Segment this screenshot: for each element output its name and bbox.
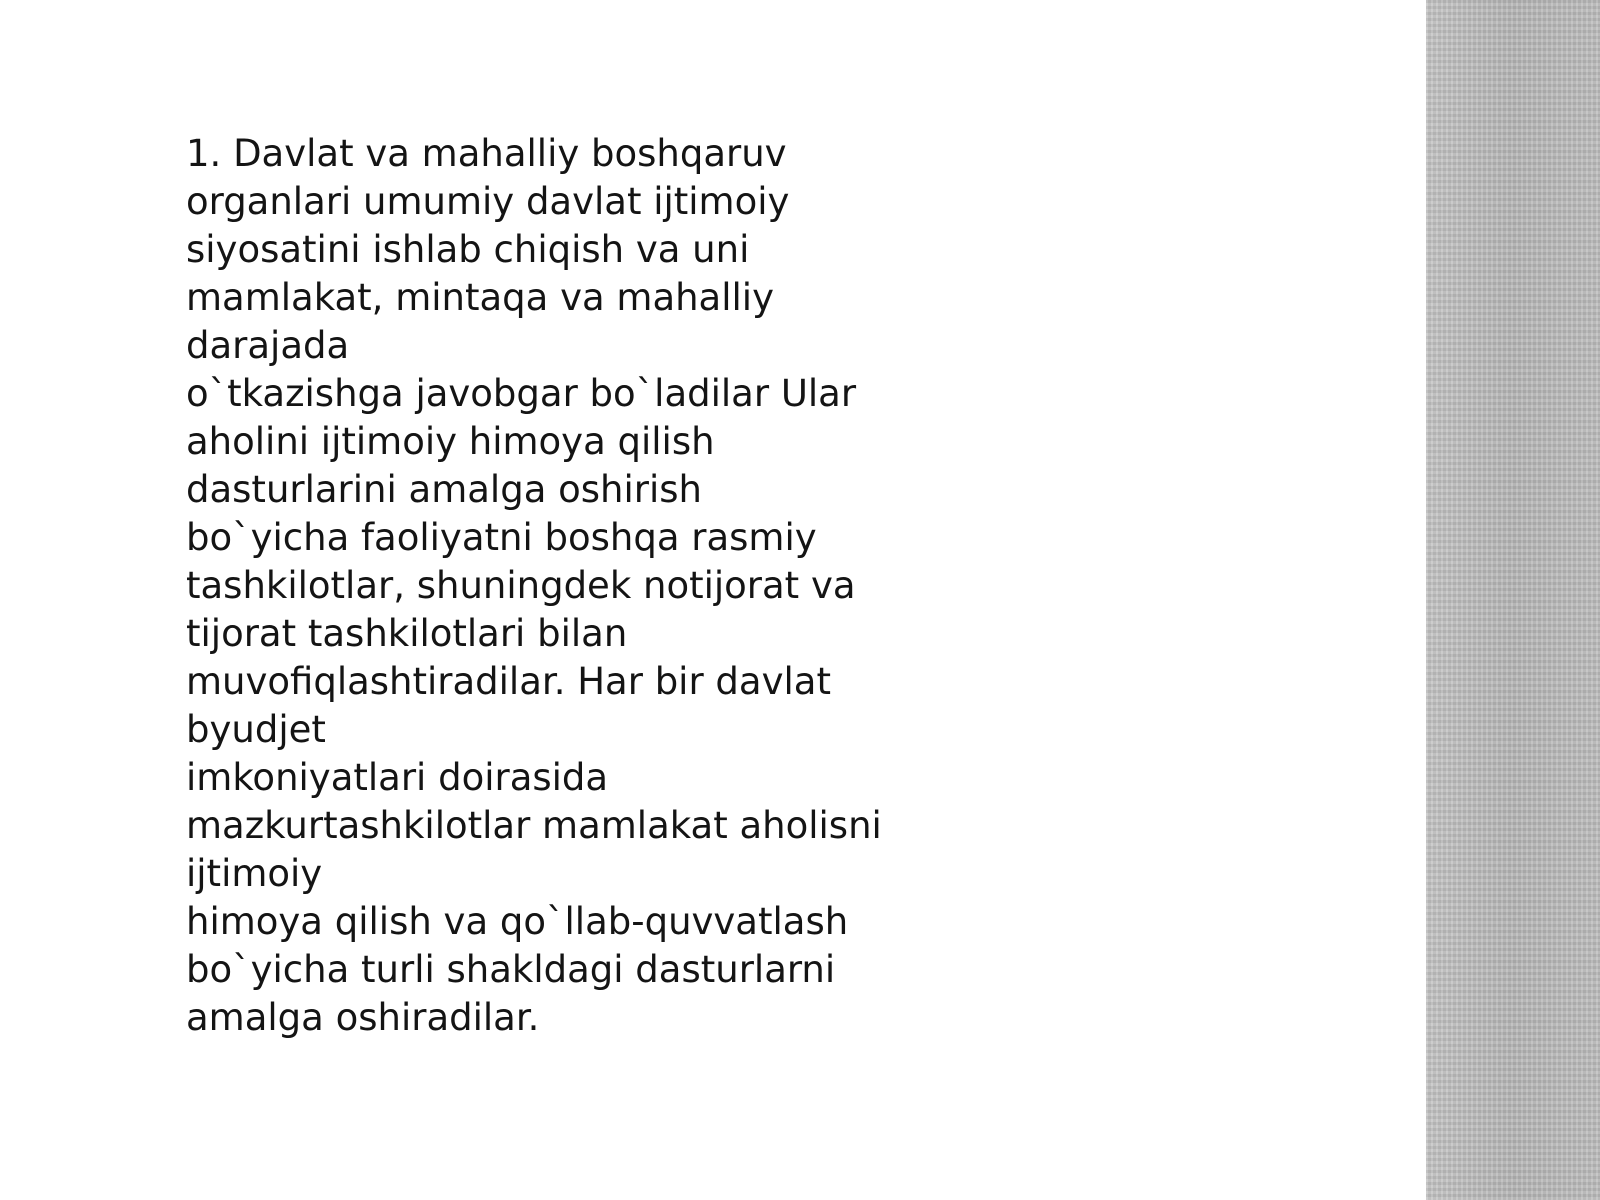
text-line: tashkilotlar, shuningdek notijorat va	[186, 564, 856, 607]
text-line: muvofiqlashtiradilar. Har bir davlat	[186, 660, 831, 703]
text-line: siyosatini ishlab chiqish va uni	[186, 228, 750, 271]
text-line: darajada	[186, 324, 350, 367]
text-line: tijorat tashkilotlari bilan	[186, 612, 628, 655]
text-line: dasturlarini amalga oshirish	[186, 468, 702, 511]
text-line: organlari umumiy davlat ijtimoiy	[186, 180, 790, 223]
text-line: bo`yicha faoliyatni boshqa rasmiy	[186, 516, 817, 559]
text-line: himoya qilish va qo`llab-quvvatlash	[186, 900, 849, 943]
text-line: o`tkazishga javobgar bo`ladilar Ular	[186, 372, 857, 415]
text-line: imkoniyatlari doirasida	[186, 756, 609, 799]
text-line: bo`yicha turli shakldagi dasturlarni	[186, 948, 836, 991]
text-line: ijtimoiy	[186, 852, 323, 895]
slide-body-text	[186, 130, 946, 1042]
text-line: byudjet	[186, 708, 326, 751]
text-line: mamlakat, mintaqa va mahalliy	[186, 276, 774, 319]
text-line: 1. Davlat va mahalliy boshqaruv	[186, 132, 787, 175]
text-line: mazkurtashkilotlar mamlakat aholisni	[186, 804, 882, 847]
text-line: amalga oshiradilar.	[186, 996, 540, 1039]
decorative-side-band	[1426, 0, 1600, 1200]
text-line: aholini ijtimoiy himoya qilish	[186, 420, 715, 463]
